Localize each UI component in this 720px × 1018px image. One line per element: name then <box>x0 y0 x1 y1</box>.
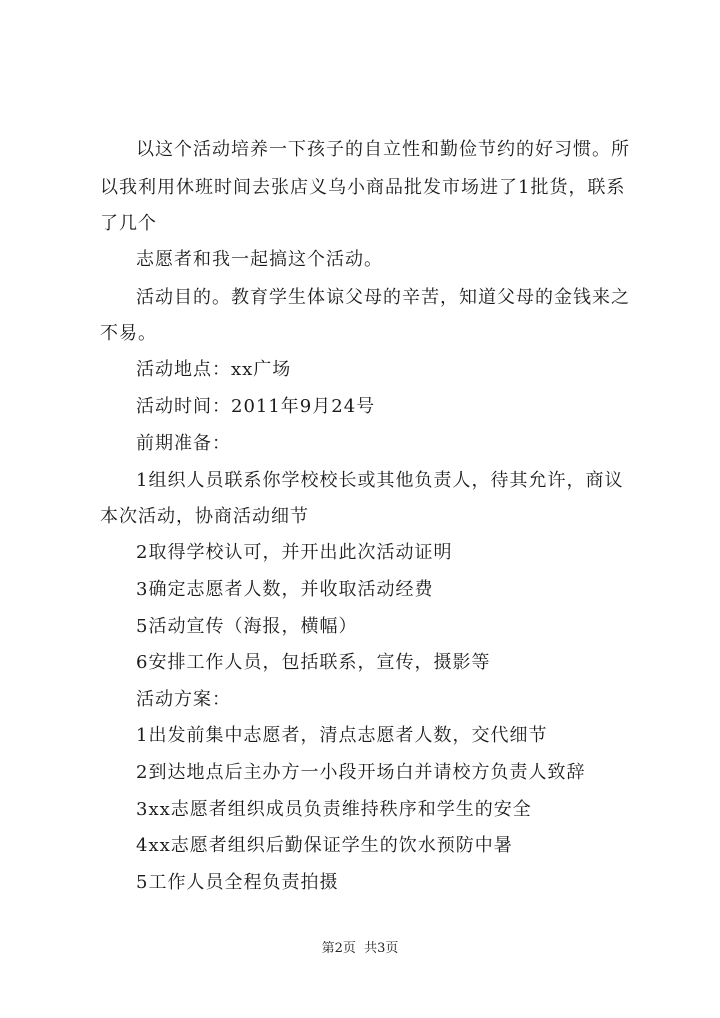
paragraph-line: 5工作人员全程负责拍摄 <box>136 872 339 893</box>
page-footer <box>0 940 720 958</box>
paragraph-line: 以我利用休班时间去张店义乌小商品批发市场进了1批货，联系 <box>100 177 626 198</box>
page-number: 第2页 <box>321 941 356 956</box>
paragraph-line: 前期准备： <box>136 433 231 454</box>
page-total: 共3页 <box>364 941 399 956</box>
paragraph-line: 本次活动，协商活动细节 <box>100 506 309 527</box>
paragraph-line: 4xx志愿者组织后勤保证学生的饮水预防中暑 <box>136 835 513 856</box>
paragraph-line: 活动方案： <box>136 689 231 710</box>
paragraph-line: 以这个活动培养一下孩子的自立性和勤俭节约的好习惯。所 <box>136 139 630 160</box>
paragraph-line: 3确定志愿者人数，并收取活动经费 <box>136 579 434 600</box>
paragraph-line: 活动时间：2011年9月24号 <box>136 396 376 417</box>
paragraph-line: 6安排工作人员，包括联系，宣传，摄影等 <box>136 652 491 673</box>
paragraph-line: 2到达地点后主办方一小段开场白并请校方负责人致辞 <box>136 762 586 783</box>
paragraph-line: 1组织人员联系你学校校长或其他负责人，待其允许，商议 <box>136 470 624 491</box>
paragraph-line: 了几个 <box>100 213 157 234</box>
paragraph-line: 1出发前集中志愿者，清点志愿者人数，交代细节 <box>136 725 548 746</box>
paragraph-line: 5活动宣传（海报，横幅） <box>136 616 358 637</box>
paragraph-line: 3xx志愿者组织成员负责维持秩序和学生的安全 <box>136 799 532 820</box>
paragraph-line: 2取得学校认可，并开出此次活动证明 <box>136 542 453 563</box>
paragraph-line: 志愿者和我一起搞这个活动。 <box>136 249 383 270</box>
paragraph-line: 不易。 <box>100 323 157 344</box>
paragraph-line: 活动地点：xx广场 <box>136 359 292 380</box>
paragraph-line: 活动目的。教育学生体谅父母的辛苦，知道父母的金钱来之 <box>136 287 630 308</box>
